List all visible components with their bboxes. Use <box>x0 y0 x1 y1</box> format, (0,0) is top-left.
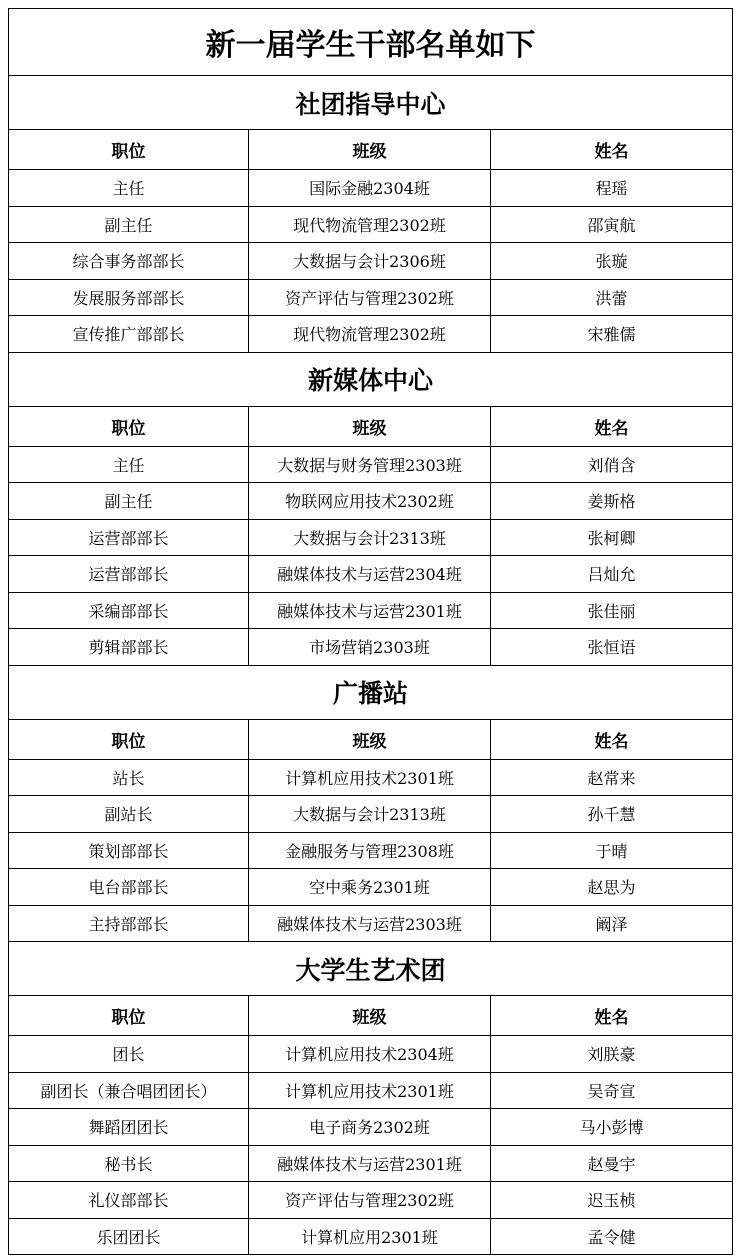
cell-name: 张恒语 <box>491 629 733 666</box>
section-title: 社团指导中心 <box>9 76 733 130</box>
cell-class: 融媒体技术与运营2301班 <box>249 1145 491 1182</box>
cell-position: 采编部部长 <box>9 592 249 629</box>
cell-position: 副站长 <box>9 796 249 833</box>
section-title: 广播站 <box>9 665 733 719</box>
cell-position: 发展服务部部长 <box>9 279 249 316</box>
page-title: 新一届学生干部名单如下 <box>9 9 733 76</box>
cell-class: 金融服务与管理2308班 <box>249 832 491 869</box>
table-row <box>9 905 733 942</box>
cell-class: 物联网应用技术2302班 <box>249 483 491 520</box>
header-name: 姓名 <box>491 719 733 759</box>
cell-class: 现代物流管理2302班 <box>249 316 491 353</box>
section-title-row <box>9 352 733 406</box>
table-row <box>9 446 733 483</box>
cell-class: 大数据与会计2306班 <box>249 243 491 280</box>
header-name: 姓名 <box>491 996 733 1036</box>
cell-name: 刘俏含 <box>491 446 733 483</box>
cell-class: 大数据与财务管理2303班 <box>249 446 491 483</box>
table-row <box>9 1182 733 1219</box>
cell-position: 秘书长 <box>9 1145 249 1182</box>
table-row <box>9 1145 733 1182</box>
header-class: 班级 <box>249 406 491 446</box>
cell-position: 礼仪部部长 <box>9 1182 249 1219</box>
column-header-row <box>9 996 733 1036</box>
table-row <box>9 243 733 280</box>
cell-position: 主任 <box>9 446 249 483</box>
table-row <box>9 483 733 520</box>
cell-position: 剪辑部部长 <box>9 629 249 666</box>
table-row <box>9 556 733 593</box>
cell-name: 程瑶 <box>491 170 733 207</box>
cell-name: 张柯卿 <box>491 519 733 556</box>
cell-name: 迟玉桢 <box>491 1182 733 1219</box>
table-row <box>9 1218 733 1255</box>
cell-position: 乐团团长 <box>9 1218 249 1255</box>
cell-class: 融媒体技术与运营2301班 <box>249 592 491 629</box>
cell-name: 吕灿允 <box>491 556 733 593</box>
cell-position: 运营部部长 <box>9 519 249 556</box>
cell-name: 孟令健 <box>491 1218 733 1255</box>
header-class: 班级 <box>249 719 491 759</box>
table-row <box>9 1072 733 1109</box>
table-row <box>9 796 733 833</box>
table-row <box>9 170 733 207</box>
cell-position: 副团长（兼合唱团团长） <box>9 1072 249 1109</box>
table-row <box>9 832 733 869</box>
cell-name: 阚泽 <box>491 905 733 942</box>
cell-name: 姜斯格 <box>491 483 733 520</box>
title-row <box>9 9 733 76</box>
cell-name: 张佳丽 <box>491 592 733 629</box>
table-row <box>9 206 733 243</box>
cell-name: 刘朕豪 <box>491 1036 733 1073</box>
table-row <box>9 316 733 353</box>
cell-name: 吴奇宣 <box>491 1072 733 1109</box>
table-row <box>9 519 733 556</box>
table-row <box>9 1036 733 1073</box>
table-row <box>9 629 733 666</box>
header-position: 职位 <box>9 719 249 759</box>
cell-name: 洪蕾 <box>491 279 733 316</box>
header-name: 姓名 <box>491 406 733 446</box>
cell-class: 计算机应用技术2301班 <box>249 1072 491 1109</box>
cell-class: 计算机应用技术2304班 <box>249 1036 491 1073</box>
cell-name: 赵曼宇 <box>491 1145 733 1182</box>
cell-name: 邵寅航 <box>491 206 733 243</box>
cell-class: 计算机应用技术2301班 <box>249 759 491 796</box>
cell-name: 张璇 <box>491 243 733 280</box>
table-row <box>9 1109 733 1146</box>
cell-name: 赵常来 <box>491 759 733 796</box>
cell-class: 融媒体技术与运营2304班 <box>249 556 491 593</box>
cell-class: 大数据与会计2313班 <box>249 796 491 833</box>
cell-position: 主任 <box>9 170 249 207</box>
cadre-roster-table <box>8 8 733 1255</box>
section-title-row <box>9 76 733 130</box>
cell-position: 舞蹈团团长 <box>9 1109 249 1146</box>
cell-class: 现代物流管理2302班 <box>249 206 491 243</box>
table-row <box>9 759 733 796</box>
section-title: 大学生艺术团 <box>9 942 733 996</box>
cell-position: 主持部部长 <box>9 905 249 942</box>
cell-class: 国际金融2304班 <box>249 170 491 207</box>
cell-position: 副主任 <box>9 206 249 243</box>
section-title-row <box>9 942 733 996</box>
header-class: 班级 <box>249 996 491 1036</box>
cell-class: 电子商务2302班 <box>249 1109 491 1146</box>
column-header-row <box>9 719 733 759</box>
cell-name: 宋雅儒 <box>491 316 733 353</box>
cell-position: 宣传推广部部长 <box>9 316 249 353</box>
table-row <box>9 869 733 906</box>
column-header-row <box>9 406 733 446</box>
cell-name: 马小彭博 <box>491 1109 733 1146</box>
section-title-row <box>9 665 733 719</box>
table-row <box>9 592 733 629</box>
cell-position: 团长 <box>9 1036 249 1073</box>
cell-class: 大数据与会计2313班 <box>249 519 491 556</box>
cell-position: 站长 <box>9 759 249 796</box>
table-row <box>9 279 733 316</box>
section-title: 新媒体中心 <box>9 352 733 406</box>
cell-class: 计算机应用2301班 <box>249 1218 491 1255</box>
cell-class: 市场营销2303班 <box>249 629 491 666</box>
header-class: 班级 <box>249 130 491 170</box>
cell-position: 运营部部长 <box>9 556 249 593</box>
header-position: 职位 <box>9 130 249 170</box>
cell-position: 综合事务部部长 <box>9 243 249 280</box>
column-header-row <box>9 130 733 170</box>
header-position: 职位 <box>9 406 249 446</box>
cell-class: 空中乘务2301班 <box>249 869 491 906</box>
cell-class: 融媒体技术与运营2303班 <box>249 905 491 942</box>
cell-class: 资产评估与管理2302班 <box>249 1182 491 1219</box>
cell-position: 策划部部长 <box>9 832 249 869</box>
cell-position: 电台部部长 <box>9 869 249 906</box>
cell-position: 副主任 <box>9 483 249 520</box>
cell-class: 资产评估与管理2302班 <box>249 279 491 316</box>
header-position: 职位 <box>9 996 249 1036</box>
cell-name: 赵思为 <box>491 869 733 906</box>
cell-name: 于晴 <box>491 832 733 869</box>
cell-name: 孙千慧 <box>491 796 733 833</box>
header-name: 姓名 <box>491 130 733 170</box>
